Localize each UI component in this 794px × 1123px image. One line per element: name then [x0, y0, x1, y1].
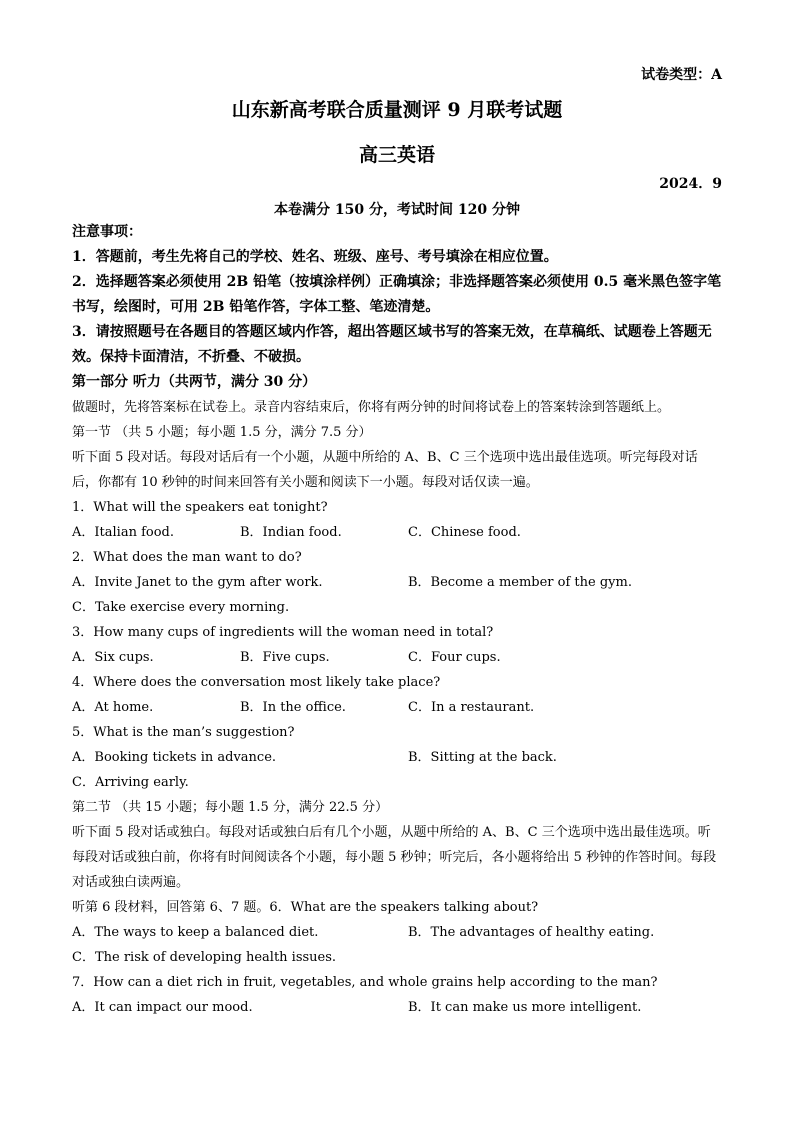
- exam-title: 山东新高考联合质量测评 9 月联考试题: [231, 99, 563, 121]
- question-7: 7．How can a diet rich in fruit, vegetables, and whole grains help according to the man?: [72, 975, 658, 990]
- section1-heading: 第一节 （共 5 小题；每小题 1.5 分，满分 7.5 分）: [72, 425, 372, 440]
- option-a: A．Invite Janet to the gym after work.: [72, 575, 323, 590]
- option-a: A．Six cups.: [72, 650, 154, 665]
- question-2-options: [72, 570, 722, 595]
- question-3: 3．How many cups of ingredients will the woman need in total?: [72, 625, 494, 640]
- option-a: A．At home.: [72, 700, 154, 715]
- question-6: 听第 6 段材料，回答第 6、7 题。6．What are the speakers talking about?: [72, 900, 539, 915]
- notice-item-3: 3．请按照题号在各题目的答题区域内作答，超出答题区域书写的答案无效，在草稿纸、试题卷上答题无效。保持卡面清洁，不折叠、不破损。: [72, 324, 712, 365]
- paper-type-label: 试卷类型：A: [641, 67, 722, 83]
- option-b: B．Sitting at the back.: [408, 750, 557, 765]
- option-c: C．The risk of developing health issues.: [72, 950, 337, 965]
- option-b: B．Five cups.: [240, 650, 330, 665]
- option-c: C．Chinese food.: [408, 525, 521, 540]
- question-6-options: [72, 920, 722, 945]
- option-a: A．It can impact our mood.: [72, 1000, 253, 1015]
- notice-heading: 注意事项：: [72, 224, 142, 240]
- notice-item-2: 2．选择题答案必须使用 2B 铅笔（按填涂样例）正确填涂；非选择题答案必须使用 0.5 毫米黑色签字笔书写，绘图时，可用 2B 铅笔作答，字体工整、笔迹清楚。: [72, 274, 722, 315]
- option-c: C．In a restaurant.: [408, 700, 535, 715]
- exam-content: [72, 220, 722, 1020]
- exam-date: 2024．9: [659, 176, 722, 192]
- exam-subject: 高三英语: [358, 144, 435, 166]
- part1-instruction: 做题时，先将答案标在试卷上。录音内容结束后，你将有两分钟的时间将试卷上的答案转涂到答题纸上。: [72, 400, 671, 415]
- question-7-options: [72, 995, 722, 1020]
- option-b: B．The advantages of healthy eating.: [408, 925, 655, 940]
- section1-instruction: 听下面 5 段对话。每段对话后有一个小题，从题中所给的 A、B、C 三个选项中选出最佳选项。听完每段对话后，你都有 10 秒钟的时间来回答有关小题和阅读下一小题。每段对话仅读一遍。: [72, 450, 698, 490]
- option-a: A．Booking tickets in advance.: [72, 750, 277, 765]
- question-5-options: [72, 745, 722, 770]
- question-1-options: [72, 520, 722, 545]
- question-4: 4．Where does the conversation most likely take place?: [72, 675, 441, 690]
- question-2-options-row2: [72, 595, 722, 620]
- option-b: B．In the office.: [240, 700, 346, 715]
- option-c: C．Take exercise every morning.: [72, 600, 290, 615]
- option-a: A．Italian food.: [72, 525, 174, 540]
- question-5: 5．What is the man’s suggestion?: [72, 725, 295, 740]
- question-2: 2．What does the man want to do?: [72, 550, 302, 565]
- question-6-options-row2: [72, 945, 722, 970]
- option-b: B．Become a member of the gym.: [408, 575, 632, 590]
- option-a: A．The ways to keep a balanced diet.: [72, 925, 319, 940]
- question-3-options: [72, 645, 722, 670]
- section2-heading: 第二节 （共 15 小题；每小题 1.5 分，满分 22.5 分）: [72, 800, 389, 815]
- section2-instruction: 听下面 5 段对话或独白。每段对话或独白后有几个小题，从题中所给的 A、B、C 三个选项中选出最佳选项。听每段对话或独白前，你将有时间阅读各个小题，每小题 5 秒钟；听完后，各小题将给出 5 秒钟的作答时间。每段对话或独白读两遍。: [72, 825, 717, 890]
- option-c: C．Four cups.: [408, 650, 501, 665]
- question-4-options: [72, 695, 722, 720]
- full-mark-info: 本卷满分 150 分，考试时间 120 分钟: [274, 202, 520, 218]
- option-b: B．Indian food.: [240, 525, 342, 540]
- part1-heading: 第一部分 听力（共两节，满分 30 分）: [72, 374, 317, 390]
- option-c: C．Arriving early.: [72, 775, 189, 790]
- notice-item-1: 1．答题前，考生先将自己的学校、姓名、班级、座号、考号填涂在相应位置。: [72, 249, 558, 265]
- question-5-options-row2: [72, 770, 722, 795]
- option-b: B．It can make us more intelligent.: [408, 1000, 642, 1015]
- question-1: 1．What will the speakers eat tonight?: [72, 500, 328, 515]
